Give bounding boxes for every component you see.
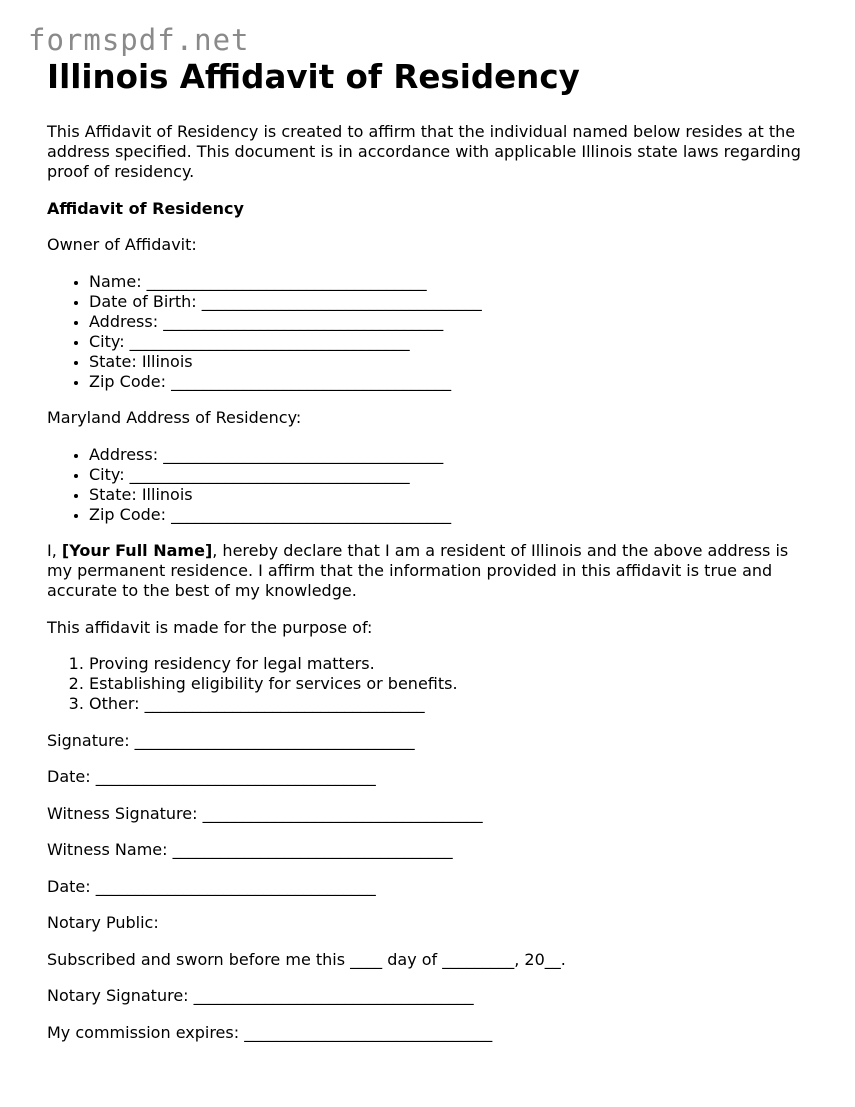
witness-name-field[interactable]: Witness Name: ___________________________________ bbox=[47, 840, 453, 859]
owner-zip-field[interactable]: • Zip Code: ___________________________________ bbox=[89, 372, 817, 392]
residency-heading: Maryland Address of Residency: bbox=[47, 408, 302, 427]
notary-signature-field[interactable]: Notary Signature: ___________________________________ bbox=[47, 986, 474, 1005]
owner-name-field[interactable]: • Name: ___________________________________ bbox=[89, 272, 817, 292]
owner-heading: Owner of Affidavit: bbox=[47, 235, 197, 254]
notary-sworn-line[interactable]: Subscribed and sworn before me this ____ day of _________, 20__. bbox=[47, 949, 566, 969]
residency-list bbox=[47, 445, 817, 525]
purpose-other-field[interactable]: 3. Other: ___________________________________ bbox=[89, 694, 817, 714]
residency-zip-field[interactable]: • Zip Code: ___________________________________ bbox=[89, 505, 817, 525]
full-name-placeholder[interactable]: [Your Full Name] bbox=[61, 541, 213, 560]
residency-city-field[interactable]: • City: ___________________________________ bbox=[89, 465, 817, 485]
section-heading: Affidavit of Residency bbox=[47, 198, 244, 218]
owner-dob-field[interactable]: • Date of Birth: ___________________________________ bbox=[89, 292, 817, 312]
document-body bbox=[47, 122, 817, 1059]
witness-signature-field[interactable]: Witness Signature: ___________________________________ bbox=[47, 803, 483, 823]
owner-address-field[interactable]: • Address: ___________________________________ bbox=[89, 312, 817, 332]
witness-date-field[interactable]: Date: ___________________________________ bbox=[47, 876, 376, 896]
purpose-list bbox=[47, 654, 817, 714]
declaration-paragraph bbox=[47, 541, 817, 601]
owner-state-value: • State: Illinois bbox=[89, 352, 817, 372]
date-field[interactable]: Date: ___________________________________ bbox=[47, 767, 376, 786]
document-title: Illinois Affidavit of Residency bbox=[47, 58, 580, 96]
watermark-logo: formspdf.net bbox=[28, 23, 250, 57]
declaration-prefix: I, bbox=[47, 541, 62, 560]
notary-heading: Notary Public: bbox=[47, 913, 159, 932]
residency-state-value: • State: Illinois bbox=[89, 485, 817, 505]
purpose-item: 2. Establishing eligibility for services or benefits. bbox=[89, 674, 817, 694]
residency-address-field[interactable]: • Address: ___________________________________ bbox=[89, 445, 817, 465]
intro-paragraph: This Affidavit of Residency is created to affirm that the individual named below resides at the address specified. This document is in accordance with applicable Illinois state laws regarding proof of residency. bbox=[47, 122, 801, 181]
owner-list bbox=[47, 272, 817, 392]
commission-expires-field[interactable]: My commission expires: _______________________________ bbox=[47, 1022, 493, 1042]
owner-city-field[interactable]: • City: ___________________________________ bbox=[89, 332, 817, 352]
purpose-heading: This affidavit is made for the purpose of: bbox=[47, 617, 373, 637]
purpose-item: 1. Proving residency for legal matters. bbox=[89, 654, 817, 674]
declaration-text: , hereby declare that I am a resident of Illinois and the above address is my permanent residence. I affirm that the information provided in this affidavit is true and accurate to the best of my knowledge. bbox=[47, 541, 789, 600]
signature-field[interactable]: Signature: ___________________________________ bbox=[47, 730, 415, 750]
